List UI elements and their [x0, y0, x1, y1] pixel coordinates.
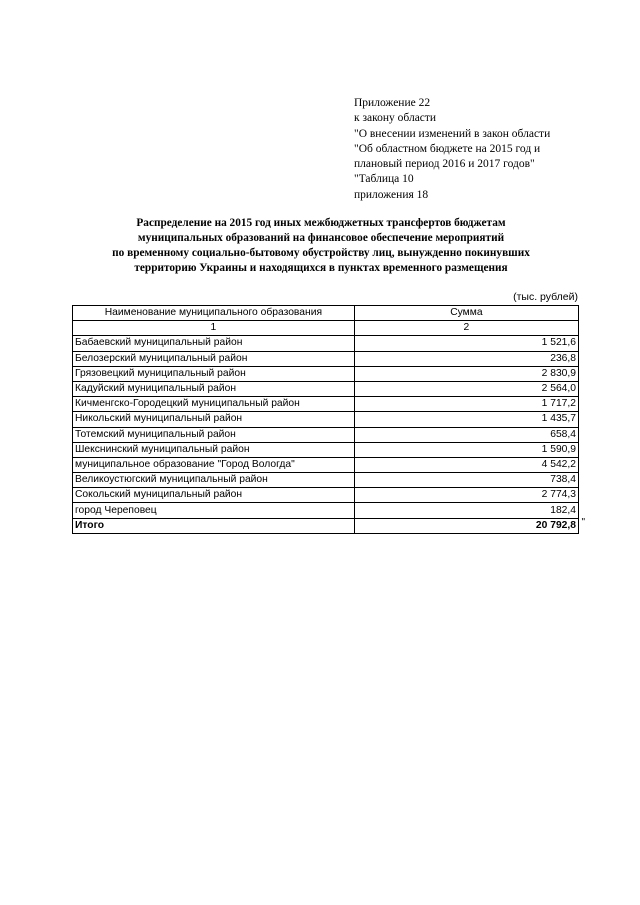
- row-sum: 236,8: [354, 351, 578, 366]
- document-title: [60, 216, 582, 276]
- title-line: Распределение на 2015 год иных межбюджетных трансфертов бюджетам: [136, 217, 506, 229]
- row-name: Белозерский муниципальный район: [73, 351, 355, 366]
- table-row: [73, 457, 579, 472]
- row-sum: 1 521,6: [354, 336, 578, 351]
- row-sum: 738,4: [354, 473, 578, 488]
- column-number-row: [73, 321, 579, 336]
- row-name: Сокольский муниципальный район: [73, 488, 355, 503]
- appendix-line: к закону области: [354, 112, 437, 125]
- table-row: [73, 503, 579, 518]
- title-line: по временному социально-бытовому обустройству лиц, вынужденно покинувших: [112, 247, 530, 259]
- column-number: 2: [354, 321, 578, 336]
- table-row: [73, 442, 579, 457]
- row-sum: 1 590,9: [354, 442, 578, 457]
- title-line: территорию Украины и находящихся в пунктах временного размещения: [134, 262, 508, 274]
- row-sum: 658,4: [354, 427, 578, 442]
- total-row: [73, 518, 579, 533]
- row-name: Грязовецкий муниципальный район: [73, 366, 355, 381]
- row-name: Кадуйский муниципальный район: [73, 381, 355, 396]
- row-name: Великоустюгский муниципальный район: [73, 473, 355, 488]
- title-line: муниципальных образований на финансовое обеспечение мероприятий: [137, 232, 505, 244]
- column-header-sum: Сумма: [354, 306, 578, 321]
- table-row: [73, 366, 579, 381]
- row-name: Тотемский муниципальный район: [73, 427, 355, 442]
- appendix-header: [354, 96, 550, 203]
- appendix-line: "О внесении изменений в закон области: [354, 127, 551, 140]
- appendix-line: приложения 18: [354, 188, 429, 201]
- appendix-line: "Об областном бюджете на 2015 год и: [354, 142, 541, 155]
- appendix-line: плановый период 2016 и 2017 годов": [354, 158, 535, 171]
- total-sum-cell: [354, 516, 585, 533]
- table-row: [73, 397, 579, 412]
- appendix-line: Приложение 22: [354, 97, 431, 109]
- total-label: Итого: [73, 518, 355, 533]
- row-sum: 1 717,2: [354, 397, 578, 412]
- row-name: Шекснинский муниципальный район: [73, 442, 355, 457]
- row-name: Кичменгско-Городецкий муниципальный район: [73, 397, 355, 412]
- units-label: (тыс. рублей): [513, 291, 578, 303]
- row-sum: 4 542,2: [354, 457, 578, 472]
- row-name: Бабаевский муниципальный район: [73, 336, 355, 351]
- table-row: [73, 473, 579, 488]
- row-sum: 2 830,9: [354, 366, 578, 381]
- table-header-row: [73, 306, 579, 321]
- row-name: Никольский муниципальный район: [73, 412, 355, 427]
- row-name: муниципальное образование "Город Вологда": [73, 457, 355, 472]
- column-number: 1: [73, 321, 355, 336]
- total-sum: 20 792,8: [535, 519, 576, 531]
- table-row: [73, 427, 579, 442]
- transfers-table: [72, 305, 585, 534]
- column-header-name: Наименование муниципального образования: [73, 306, 355, 321]
- table-row: [73, 351, 579, 366]
- row-sum: 1 435,7: [354, 412, 578, 427]
- table-row: [73, 336, 579, 351]
- row-sum: 182,4: [354, 503, 578, 518]
- row-sum: 2 564,0: [354, 381, 578, 396]
- table-row: [73, 381, 579, 396]
- row-name: город Череповец: [73, 503, 355, 518]
- table-row: [73, 412, 579, 427]
- table-row: [73, 488, 579, 503]
- appendix-line: "Таблица 10: [354, 173, 414, 186]
- row-sum: 2 774,3: [354, 488, 578, 503]
- closing-quote: ": [581, 516, 585, 528]
